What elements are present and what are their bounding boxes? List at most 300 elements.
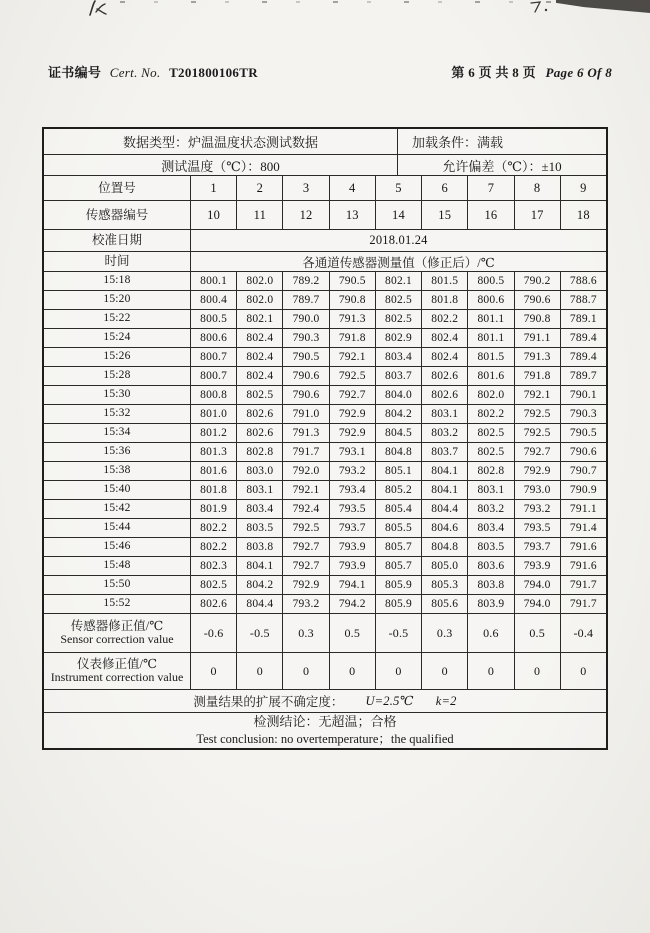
measurement-cell: 792.1 [282, 481, 328, 499]
calibration-date: 2018.01.24 [190, 230, 606, 251]
reading-row [44, 499, 606, 518]
uncertainty-k-value: k=2 [435, 693, 457, 708]
measurement-cell: 804.0 [375, 386, 421, 404]
measurement-cell: 791.8 [329, 329, 375, 347]
measurement-cell: 802.2 [190, 519, 236, 537]
sensor-row [44, 200, 606, 229]
time-cell: 15:40 [103, 483, 131, 496]
measurement-cell: 803.4 [467, 519, 513, 537]
measurement-cell: 792.7 [282, 538, 328, 556]
measurement-cell: 805.6 [421, 595, 467, 613]
measurement-cell: 791.6 [560, 538, 606, 556]
measurement-cell: 802.0 [236, 272, 282, 290]
conclusion-zh: 检测结论：无超温；合格 [253, 713, 397, 729]
measurement-cell: 790.6 [282, 367, 328, 385]
instrument-correction-row [44, 652, 606, 689]
measurement-cell: 790.0 [282, 310, 328, 328]
sensor-correction-cell: -0.5 [236, 614, 282, 652]
sensor-correction-row [44, 613, 606, 652]
position-label: 位置号 [98, 180, 136, 195]
info-row-2 [44, 154, 606, 175]
certificate-number: T201800106TR [169, 65, 258, 80]
measurement-cell: 791.6 [560, 557, 606, 575]
measurement-cell: 805.9 [375, 595, 421, 613]
measurement-cell: 803.9 [467, 595, 513, 613]
measurement-cell: 800.7 [190, 348, 236, 366]
measurement-cell: 802.5 [467, 424, 513, 442]
measurement-table [42, 127, 608, 750]
measurement-cell: 803.6 [467, 557, 513, 575]
measurement-cell: 790.9 [560, 481, 606, 499]
measurement-cell: 792.1 [329, 348, 375, 366]
measurement-cell: 805.4 [375, 500, 421, 518]
measurement-cell: 800.6 [190, 329, 236, 347]
measurement-cell: 802.4 [236, 348, 282, 366]
measurement-cell: 790.6 [514, 291, 560, 309]
instrument-correction-cell: 0 [236, 653, 282, 689]
measurement-cell: 793.0 [514, 481, 560, 499]
measurement-cell: 791.3 [282, 424, 328, 442]
measurement-cell: 789.1 [560, 310, 606, 328]
reading-row [44, 271, 606, 290]
measurement-cell: 792.5 [329, 367, 375, 385]
measurement-values [190, 386, 606, 404]
measurement-cell: 790.5 [282, 348, 328, 366]
measurement-cell: 801.9 [190, 500, 236, 518]
measurement-cell: 800.4 [190, 291, 236, 309]
time-cell: 15:18 [103, 274, 131, 287]
measurement-cell: 790.2 [514, 272, 560, 290]
instrument-correction-cell: 0 [190, 653, 236, 689]
info-data-type: 数据类型：炉温温度状态测试数据 [122, 135, 318, 150]
handwriting-mark [84, 0, 114, 18]
measurement-cell: 802.4 [421, 348, 467, 366]
measurement-cell: 794.1 [329, 576, 375, 594]
measurement-cell: 804.6 [421, 519, 467, 537]
reading-row [44, 461, 606, 480]
sensor-correction-cell: 0.6 [467, 614, 513, 652]
measurement-cell: 793.2 [282, 595, 328, 613]
measurement-cell: 802.2 [467, 405, 513, 423]
sensor-cell: 13 [329, 201, 375, 229]
measurement-cell: 802.9 [375, 329, 421, 347]
measurement-cell: 790.3 [560, 405, 606, 423]
measurement-cell: 793.7 [329, 519, 375, 537]
time-cell: 15:36 [103, 445, 131, 458]
time-cell: 15:46 [103, 540, 131, 553]
measurement-cell: 801.6 [190, 462, 236, 480]
page-indicator-zh: 第 6 页 共 8 页 [451, 65, 536, 80]
reading-row [44, 423, 606, 442]
position-cell: 3 [282, 176, 328, 200]
reading-row [44, 366, 606, 385]
measurement-cell: 802.3 [190, 557, 236, 575]
measurement-cell: 802.4 [421, 329, 467, 347]
measurement-cell: 801.6 [467, 367, 513, 385]
reading-row [44, 347, 606, 366]
sensor-correction-cell: -0.4 [560, 614, 606, 652]
measurement-cell: 790.5 [560, 424, 606, 442]
measurement-cell: 792.9 [329, 424, 375, 442]
measurement-values [190, 557, 606, 575]
measurement-cell: 804.8 [421, 538, 467, 556]
measurement-values [190, 367, 606, 385]
time-cell: 15:34 [103, 426, 131, 439]
time-cell: 15:22 [103, 312, 131, 325]
time-cell: 15:30 [103, 388, 131, 401]
measurement-values [190, 462, 606, 480]
reading-row [44, 480, 606, 499]
measurement-cell: 802.4 [236, 367, 282, 385]
sensor-correction-cell: -0.5 [375, 614, 421, 652]
reading-row [44, 442, 606, 461]
measurement-cell: 803.4 [375, 348, 421, 366]
reading-row [44, 537, 606, 556]
measurement-cell: 794.0 [514, 595, 560, 613]
measurement-values [190, 272, 606, 290]
measurement-cell: 789.7 [560, 367, 606, 385]
measurement-cell: 802.8 [467, 462, 513, 480]
measurement-cell: 801.1 [467, 329, 513, 347]
measurement-cell: 792.7 [329, 386, 375, 404]
measurement-cell: 802.6 [190, 595, 236, 613]
measurement-cell: 791.7 [560, 595, 606, 613]
sensor-cell: 18 [560, 201, 606, 229]
sensor-cell: 15 [421, 201, 467, 229]
reading-row [44, 385, 606, 404]
measurement-cell: 804.2 [375, 405, 421, 423]
position-cell: 4 [329, 176, 375, 200]
instrument-correction-label-zh: 仪表修正值/℃ [77, 656, 157, 671]
measurement-cell: 791.1 [560, 500, 606, 518]
measurement-cell: 791.0 [282, 405, 328, 423]
measurement-cell: 804.1 [421, 462, 467, 480]
measurement-cell: 803.5 [467, 538, 513, 556]
sensor-correction-label [44, 614, 190, 652]
conclusion-en: Test conclusion: no overtemperature；the qualified [196, 731, 454, 746]
measurement-cell: 804.5 [375, 424, 421, 442]
measurement-cell: 805.9 [375, 576, 421, 594]
sensor-correction-cell: 0.5 [329, 614, 375, 652]
time-cell: 15:24 [103, 331, 131, 344]
instrument-correction-cell: 0 [375, 653, 421, 689]
sensor-cell: 17 [514, 201, 560, 229]
time-cell: 15:28 [103, 369, 131, 382]
position-cell: 1 [190, 176, 236, 200]
measurement-cell: 789.2 [282, 272, 328, 290]
measurement-cell: 789.7 [282, 291, 328, 309]
instrument-correction-label-en: Instrument correction value [50, 670, 184, 685]
measurement-cell: 789.4 [560, 348, 606, 366]
position-cell: 5 [375, 176, 421, 200]
measurement-cell: 805.3 [421, 576, 467, 594]
measurement-cell: 791.7 [282, 443, 328, 461]
measurement-cell: 791.3 [514, 348, 560, 366]
measurement-cell: 789.4 [560, 329, 606, 347]
measurement-cell: 803.1 [236, 481, 282, 499]
info-test-temp: 测试温度（℃）：800 [161, 158, 280, 174]
measurement-cell: 793.9 [329, 538, 375, 556]
time-cell: 15:48 [103, 559, 131, 572]
measurement-cell: 802.6 [421, 367, 467, 385]
measurement-cell: 805.2 [375, 481, 421, 499]
measurement-cell: 791.1 [514, 329, 560, 347]
sensor-correction-cell: -0.6 [190, 614, 236, 652]
measurement-cell: 792.4 [282, 500, 328, 518]
instrument-correction-cell: 0 [329, 653, 375, 689]
measurement-cell: 790.7 [560, 462, 606, 480]
measurement-cell: 792.9 [329, 405, 375, 423]
position-cell: 2 [236, 176, 282, 200]
info-load-condition: 加载条件：满载 [397, 129, 606, 154]
scan-corner-mark [556, 0, 650, 13]
calibration-row [44, 229, 606, 251]
instrument-correction-cell: 0 [282, 653, 328, 689]
measurement-cell: 801.8 [190, 481, 236, 499]
measurement-cell: 801.3 [190, 443, 236, 461]
info-row-1 [44, 129, 606, 154]
certificate-label-en: Cert. No. [109, 65, 161, 80]
measurement-cell: 793.9 [514, 557, 560, 575]
measurement-cell: 801.5 [467, 348, 513, 366]
measurement-cell: 805.7 [375, 557, 421, 575]
time-cell: 15:26 [103, 350, 131, 363]
sensor-correction-label-en: Sensor correction value [60, 632, 174, 647]
measurement-cell: 788.7 [560, 291, 606, 309]
time-cell: 15:44 [103, 521, 131, 534]
uncertainty-line [44, 690, 606, 712]
reading-row [44, 518, 606, 537]
measurement-cell: 793.5 [514, 519, 560, 537]
measurement-cell: 803.5 [236, 519, 282, 537]
measurement-cell: 802.5 [190, 576, 236, 594]
measurement-values [190, 481, 606, 499]
time-cell: 15:20 [103, 293, 131, 306]
measurement-cell: 805.0 [421, 557, 467, 575]
sensor-cell: 10 [190, 201, 236, 229]
time-header-label: 时间 [104, 254, 130, 269]
instrument-correction-label [44, 653, 190, 689]
measurement-values [190, 443, 606, 461]
measurement-values [190, 291, 606, 309]
measurement-cell: 790.1 [560, 386, 606, 404]
measurement-cell: 803.2 [467, 500, 513, 518]
position-cell: 8 [514, 176, 560, 200]
measurement-cell: 792.0 [282, 462, 328, 480]
measurement-cell: 801.0 [190, 405, 236, 423]
measurement-cell: 793.5 [329, 500, 375, 518]
measurement-cell: 800.8 [190, 386, 236, 404]
handwriting-mark [528, 0, 554, 14]
measurement-cell: 792.5 [514, 424, 560, 442]
measurement-cell: 792.9 [514, 462, 560, 480]
measurement-cell: 792.7 [282, 557, 328, 575]
measurement-cell: 802.5 [467, 443, 513, 461]
position-values [190, 176, 606, 200]
sensor-correction-cell: 0.3 [421, 614, 467, 652]
sensor-cell: 16 [467, 201, 513, 229]
measurement-values [190, 329, 606, 347]
measurement-cell: 790.5 [329, 272, 375, 290]
measurement-cell: 802.2 [190, 538, 236, 556]
measurement-cell: 802.6 [236, 424, 282, 442]
measurement-cell: 791.3 [329, 310, 375, 328]
instrument-correction-cell: 0 [421, 653, 467, 689]
page-indicator-en: Page 6 Of 8 [545, 65, 612, 80]
instrument-correction-values [190, 653, 606, 689]
measurement-cell: 803.8 [236, 538, 282, 556]
conclusion-row [44, 712, 606, 748]
sensor-values [190, 201, 606, 229]
certificate-label-zh: 证书编号 [48, 65, 102, 80]
measurement-cell: 804.2 [236, 576, 282, 594]
page-indicator-line [445, 62, 612, 81]
measurement-values [190, 310, 606, 328]
time-cell: 15:38 [103, 464, 131, 477]
calibration-label: 校准日期 [91, 233, 142, 248]
measurement-cell: 800.1 [190, 272, 236, 290]
measurement-cell: 792.5 [282, 519, 328, 537]
position-row [44, 175, 606, 200]
reading-row [44, 290, 606, 309]
reading-row [44, 556, 606, 575]
sensor-correction-cell: 0.3 [282, 614, 328, 652]
sensor-cell: 14 [375, 201, 421, 229]
measurement-cell: 792.9 [282, 576, 328, 594]
measurement-values [190, 576, 606, 594]
measurement-cell: 802.2 [421, 310, 467, 328]
measurement-cell: 793.1 [329, 443, 375, 461]
instrument-correction-cell: 0 [467, 653, 513, 689]
info-tolerance: 允许偏差（℃）：±10 [397, 155, 606, 175]
measurement-cell: 805.1 [375, 462, 421, 480]
measurement-cell: 802.5 [375, 310, 421, 328]
measurement-cell: 791.7 [560, 576, 606, 594]
sensor-label: 传感器编号 [85, 207, 149, 222]
measurement-cell: 803.0 [236, 462, 282, 480]
time-cell: 15:52 [103, 597, 131, 610]
reading-row [44, 328, 606, 347]
position-cell: 9 [560, 176, 606, 200]
time-header-row [44, 251, 606, 271]
sensor-cell: 11 [236, 201, 282, 229]
measurement-values [190, 348, 606, 366]
channels-header: 各通道传感器测量值（修正后）/℃ [190, 252, 606, 271]
measurement-cell: 802.5 [375, 291, 421, 309]
time-cell: 15:42 [103, 502, 131, 515]
measurement-values [190, 405, 606, 423]
measurement-cell: 794.0 [514, 576, 560, 594]
measurement-cell: 791.4 [560, 519, 606, 537]
measurement-cell: 803.1 [467, 481, 513, 499]
sensor-correction-cell: 0.5 [514, 614, 560, 652]
measurement-cell: 802.0 [467, 386, 513, 404]
measurement-cell: 802.8 [236, 443, 282, 461]
measurement-cell: 804.4 [236, 595, 282, 613]
measurement-cell: 803.7 [375, 367, 421, 385]
measurement-cell: 803.1 [421, 405, 467, 423]
measurement-cell: 800.5 [190, 310, 236, 328]
certificate-number-line [48, 62, 263, 81]
measurement-cell: 802.1 [375, 272, 421, 290]
measurement-cell: 802.6 [421, 386, 467, 404]
measurement-cell: 790.6 [282, 386, 328, 404]
instrument-correction-cell: 0 [514, 653, 560, 689]
measurement-cell: 804.1 [236, 557, 282, 575]
measurement-cell: 790.6 [560, 443, 606, 461]
measurement-cell: 803.4 [236, 500, 282, 518]
measurement-cell: 801.8 [421, 291, 467, 309]
measurement-cell: 803.2 [421, 424, 467, 442]
measurement-cell: 804.4 [421, 500, 467, 518]
measurement-cell: 793.4 [329, 481, 375, 499]
reading-row [44, 309, 606, 328]
measurement-cell: 793.9 [329, 557, 375, 575]
sensor-correction-label-zh: 传感器修正值/℃ [70, 618, 164, 633]
time-cell: 15:50 [103, 578, 131, 591]
measurement-cell: 803.8 [467, 576, 513, 594]
measurement-cell: 792.7 [514, 443, 560, 461]
measurement-cell: 802.6 [236, 405, 282, 423]
measurement-values [190, 424, 606, 442]
measurement-cell: 800.7 [190, 367, 236, 385]
reading-row [44, 594, 606, 613]
measurement-cell: 801.5 [421, 272, 467, 290]
uncertainty-row [44, 689, 606, 712]
measurement-values [190, 500, 606, 518]
position-cell: 6 [421, 176, 467, 200]
measurement-cell: 800.5 [467, 272, 513, 290]
measurement-cell: 805.7 [375, 538, 421, 556]
measurement-cell: 802.4 [236, 329, 282, 347]
measurement-cell: 805.5 [375, 519, 421, 537]
measurement-cell: 804.8 [375, 443, 421, 461]
measurement-cell: 794.2 [329, 595, 375, 613]
measurement-cell: 803.7 [421, 443, 467, 461]
sensor-correction-values [190, 614, 606, 652]
measurement-cell: 802.5 [236, 386, 282, 404]
measurement-cell: 802.1 [236, 310, 282, 328]
measurement-cell: 791.8 [514, 367, 560, 385]
measurement-cell: 790.8 [329, 291, 375, 309]
reading-row [44, 404, 606, 423]
measurement-cell: 793.2 [514, 500, 560, 518]
uncertainty-u-value: U=2.5℃ [365, 694, 414, 708]
measurement-cell: 793.2 [329, 462, 375, 480]
position-cell: 7 [467, 176, 513, 200]
measurement-cell: 800.6 [467, 291, 513, 309]
page-header [48, 62, 612, 81]
measurement-cell: 802.0 [236, 291, 282, 309]
measurement-values [190, 519, 606, 537]
measurement-cell: 792.5 [514, 405, 560, 423]
time-cell: 15:32 [103, 407, 131, 420]
measurement-cell: 801.1 [467, 310, 513, 328]
reading-row [44, 575, 606, 594]
measurement-cell: 804.1 [421, 481, 467, 499]
measurement-values [190, 538, 606, 556]
measurement-cell: 790.3 [282, 329, 328, 347]
measurement-cell: 792.1 [514, 386, 560, 404]
instrument-correction-cell: 0 [560, 653, 606, 689]
uncertainty-label: 测量结果的扩展不确定度： [193, 695, 344, 709]
scan-edge-line [120, 1, 560, 3]
measurement-cell: 793.7 [514, 538, 560, 556]
sensor-cell: 12 [282, 201, 328, 229]
measurement-cell: 790.8 [514, 310, 560, 328]
measurement-values [190, 595, 606, 613]
measurement-cell: 801.2 [190, 424, 236, 442]
